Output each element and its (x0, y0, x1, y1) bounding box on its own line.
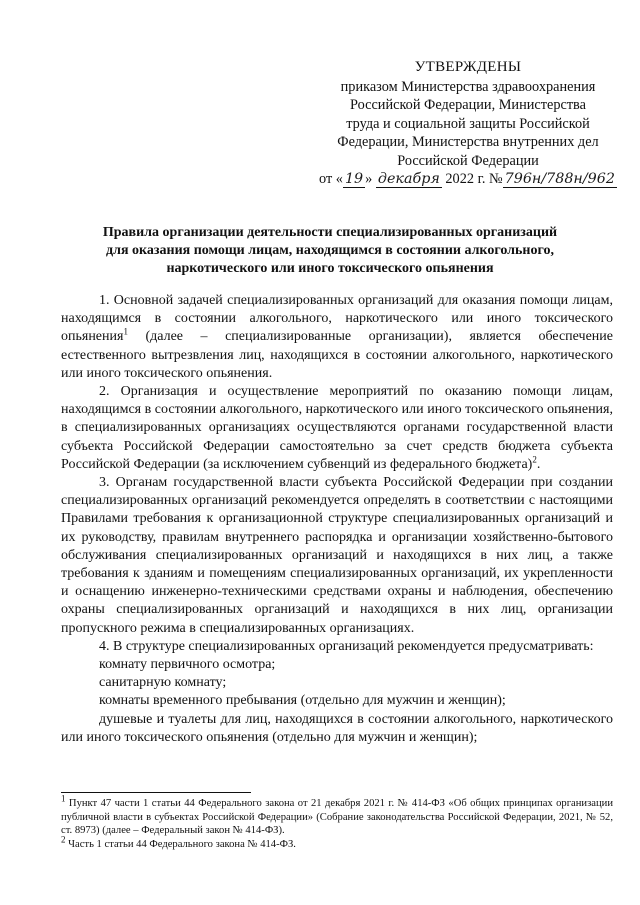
paragraph-1-text: 1. Основной задачей специализированных организаций для оказания помощи лицам, находящимся в состоянии алкогольного, наркотического или иного токсического опьянения (61, 293, 613, 345)
date-year: 2022 г. № (445, 171, 503, 187)
footnotes (61, 793, 613, 851)
approval-date-line (318, 170, 618, 189)
footnote-ref-1: 1 (123, 326, 128, 337)
approval-line-2: Российской Федерации, Министерства (350, 97, 586, 113)
heading-line-1: Правила организации деятельности специализированных организаций (102, 225, 558, 240)
approval-line-3: труда и социальной защиты Российской (346, 115, 590, 132)
heading-line-3: наркотического или иного токсического опьянения (166, 261, 494, 276)
approval-line-5: Российской Федерации (397, 152, 539, 169)
footnote-divider (61, 792, 251, 793)
list-item: санитарную комнату; (99, 675, 227, 691)
list-item: комнату первичного осмотра; (99, 657, 276, 673)
date-prefix: от « (319, 171, 343, 187)
footnote-mark-1: 1 (61, 793, 66, 804)
footnote-mark-2: 2 (61, 834, 66, 845)
document-heading (60, 224, 600, 278)
date-mid: » (365, 171, 373, 187)
approval-title: УТВЕРЖДЕНЫ (414, 59, 522, 75)
paragraph-2-text: 2. Организация и осуществление мероприятий по оказанию помощи лицам, находящимся в состоянии алкогольного, наркотического или иного токсического опьянения, в специализированных организациях осуществляются органами государственной власти субъекта Российской Федерации самостоятельно за счет средств бюджета субъекта Российской Федерации (за исключением субвенций из федерального бюджета) (61, 384, 613, 472)
paragraph-1-text-end: (далее – специализированные организации), является обеспечение естественного вытрезвления лиц, находящихся в состоянии алкогольного, наркотического или иного токсического опьянения. (61, 329, 613, 381)
heading-line-2: для оказания помощи лицам, находящимся в состоянии алкогольного, (106, 243, 554, 258)
footnote-2-text: Часть 1 статьи 44 Федерального закона № 414-ФЗ. (65, 838, 296, 850)
footnote-ref-2: 2 (532, 454, 537, 465)
order-number: 796н/788н/962 (504, 171, 615, 187)
paragraph-2-text-end: . (536, 456, 541, 472)
approval-line-4: Федерации, Министерства внутренних дел (337, 134, 599, 150)
footnote-1-text: Пункт 47 части 1 статьи 44 Федерального закона от 21 декабря 2021 г. № 414-ФЗ «Об общих принципах организации публичной власти в субъектах Российской Федерации» (Собрание законодательства Российской Федерации, 2021, № 52, ст. 8973) (далее – Федеральный закон № 414-ФЗ). (61, 798, 613, 837)
footnote-2 (61, 834, 613, 852)
paragraph-1 (61, 292, 613, 383)
paragraph-3: 3. Органам государственной власти субъекта Российской Федерации при создании специализированных организаций рекомендуется определять в соответствии с настоящими Правилами требования к организационной структуре специализированных организаций и их руководству, правилам внутреннего распорядка и организации хозяйственно-бытового обслуживания специализированных организаций и находящихся в них лиц, а также требования к зданиям и помещениям специализированных организаций, их укрепленности и оснащению инженерно-техническими средствами охраны и наблюдения, обеспечению охраны специализированных организаций и находящихся в них лиц, организации пропускного режима в специализированных организациях. (61, 475, 613, 636)
paragraph-2 (61, 383, 613, 474)
paragraph-4: 4. В структуре специализированных организаций рекомендуется предусматривать: (99, 638, 594, 654)
document-body (61, 292, 613, 747)
list-item: комнаты временного пребывания (отдельно для мужчин и женщин); (99, 693, 506, 709)
list-item: душевые и туалеты для лиц, находящихся в состоянии алкогольного, наркотического или иного токсического опьянения (отдельно для мужчин и женщин); (61, 711, 613, 745)
approval-line-1: приказом Министерства здравоохранения (340, 78, 596, 95)
date-month: декабря (377, 171, 440, 187)
approval-stamp (318, 58, 618, 189)
footnote-1 (61, 793, 613, 838)
date-day: 19 (344, 171, 364, 187)
